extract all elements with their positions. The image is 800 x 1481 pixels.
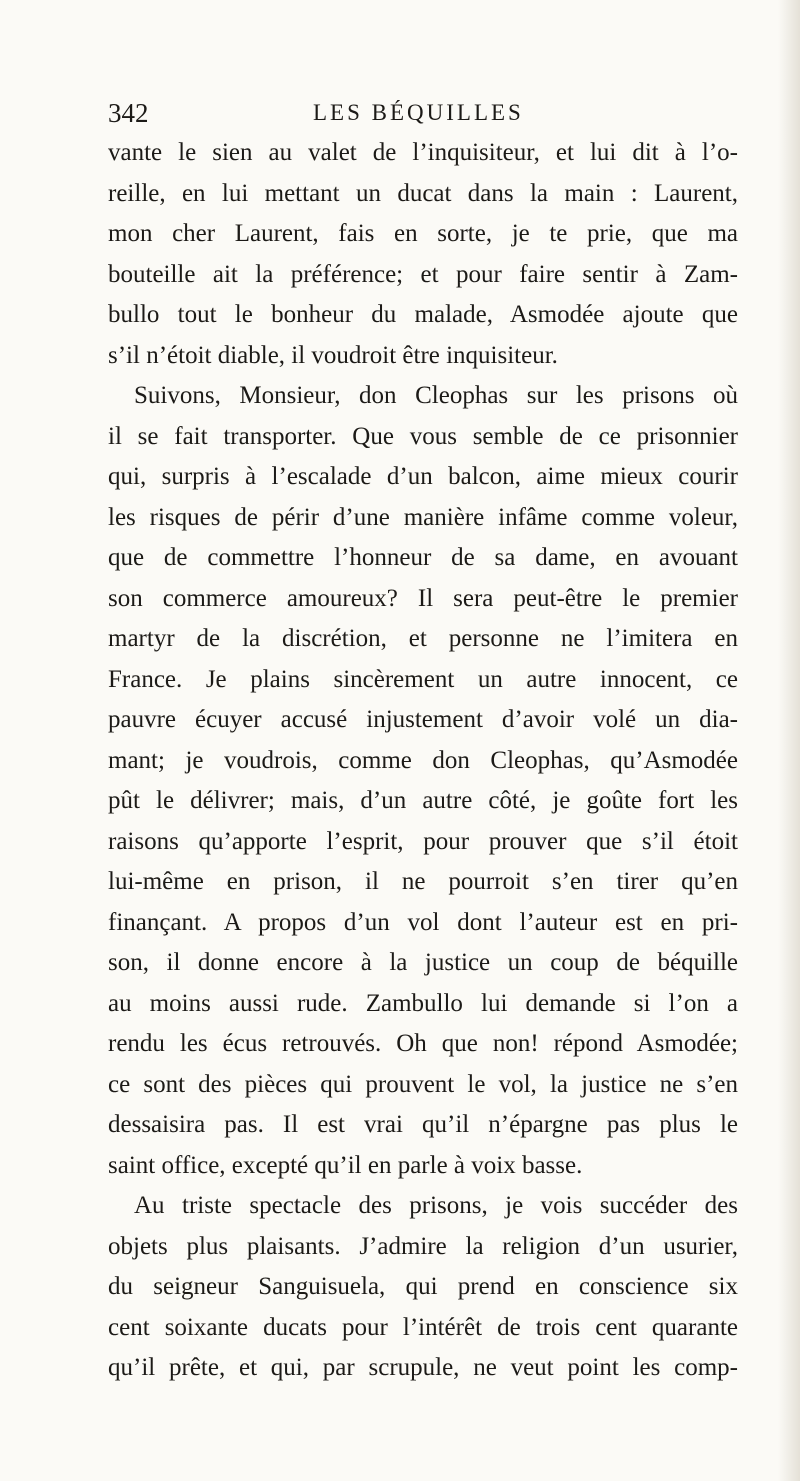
text-line: bullo tout le bonheur du malade, Asmodée ajoute que: [108, 301, 738, 328]
text-line: reille, en lui mettant un ducat dans la main : Laurent,: [108, 179, 738, 207]
text-line: son commerce amoureux? Il sera peut-être le premier: [108, 584, 738, 612]
page-edge-shadow: [778, 0, 800, 1481]
text-line: objets plus plaisants. J’admire la religion d’un usurier,: [108, 1232, 738, 1260]
text-line: les risques de périr d’une manière infâme comme voleur,: [108, 503, 738, 531]
text-line: dessaisira pas. Il est vrai qu’il n’épargne pas plus le: [108, 1111, 738, 1138]
text-line: martyr de la discrétion, et personne ne l’imitera en: [108, 625, 738, 652]
text-line: France. Je plains sincèrement un autre innocent, ce: [108, 665, 738, 693]
text-line: son, il donne encore à la justice un coup de béquille: [108, 949, 738, 976]
text-line: bouteille ait la préférence; et pour faire sentir à Zam-: [108, 260, 738, 288]
page-number: 342: [108, 98, 149, 128]
text-line: pauvre écuyer accusé injustement d’avoir volé un dia-: [108, 706, 738, 733]
text-line: ce sont des pièces qui prouvent le vol, la justice ne s’en: [108, 1070, 738, 1098]
text-line: au moins aussi rude. Zambullo lui demande si l’on a: [108, 989, 738, 1017]
text-line: vante le sien au valet de l’inquisiteur, et lui dit à l’o-: [108, 139, 738, 166]
running-title: LES BÉQUILLES: [313, 100, 524, 125]
text-line: du seigneur Sanguisuela, qui prend en conscience six: [108, 1273, 738, 1300]
text-line: Au triste spectacle des prisons, je vois succéder des: [134, 1192, 738, 1219]
text-line: s’il n’étoit diable, il voudroit être inquisiteur.: [108, 341, 558, 369]
running-head: [108, 96, 738, 130]
text-line: finançant. A propos d’un vol dont l’auteur est en pri-: [108, 908, 738, 936]
text-line: raisons qu’apporte l’esprit, pour prouver que s’il étoit: [108, 827, 738, 855]
text-line: rendu les écus retrouvés. Oh que non! répond Asmodée;: [108, 1030, 738, 1057]
text-line: qui, surpris à l’escalade d’un balcon, aime mieux courir: [108, 463, 738, 490]
text-line: lui-même en prison, il ne pourroit s’en tirer qu’en: [108, 868, 738, 895]
text-line: mon cher Laurent, fais en sorte, je te prie, que ma: [108, 220, 738, 247]
text-line: cent soixante ducats pour l’intérêt de trois cent quarante: [108, 1313, 738, 1341]
text-line: qu’il prête, et qui, par scrupule, ne veut point les comp-: [108, 1354, 738, 1381]
text-line: saint office, excepté qu’il en parle à voix basse.: [108, 1151, 583, 1179]
text-line: Suivons, Monsieur, don Cleophas sur les prisons où: [134, 382, 738, 409]
text-line: il se fait transporter. Que vous semble de ce prisonnier: [108, 422, 738, 450]
text-line: que de commettre l’honneur de sa dame, en avouant: [108, 544, 738, 571]
body-text: [108, 133, 738, 1389]
text-line: mant; je voudrois, comme don Cleophas, qu’Asmodée: [108, 746, 738, 774]
text-line: pût le délivrer; mais, d’un autre côté, je goûte fort les: [108, 787, 738, 814]
